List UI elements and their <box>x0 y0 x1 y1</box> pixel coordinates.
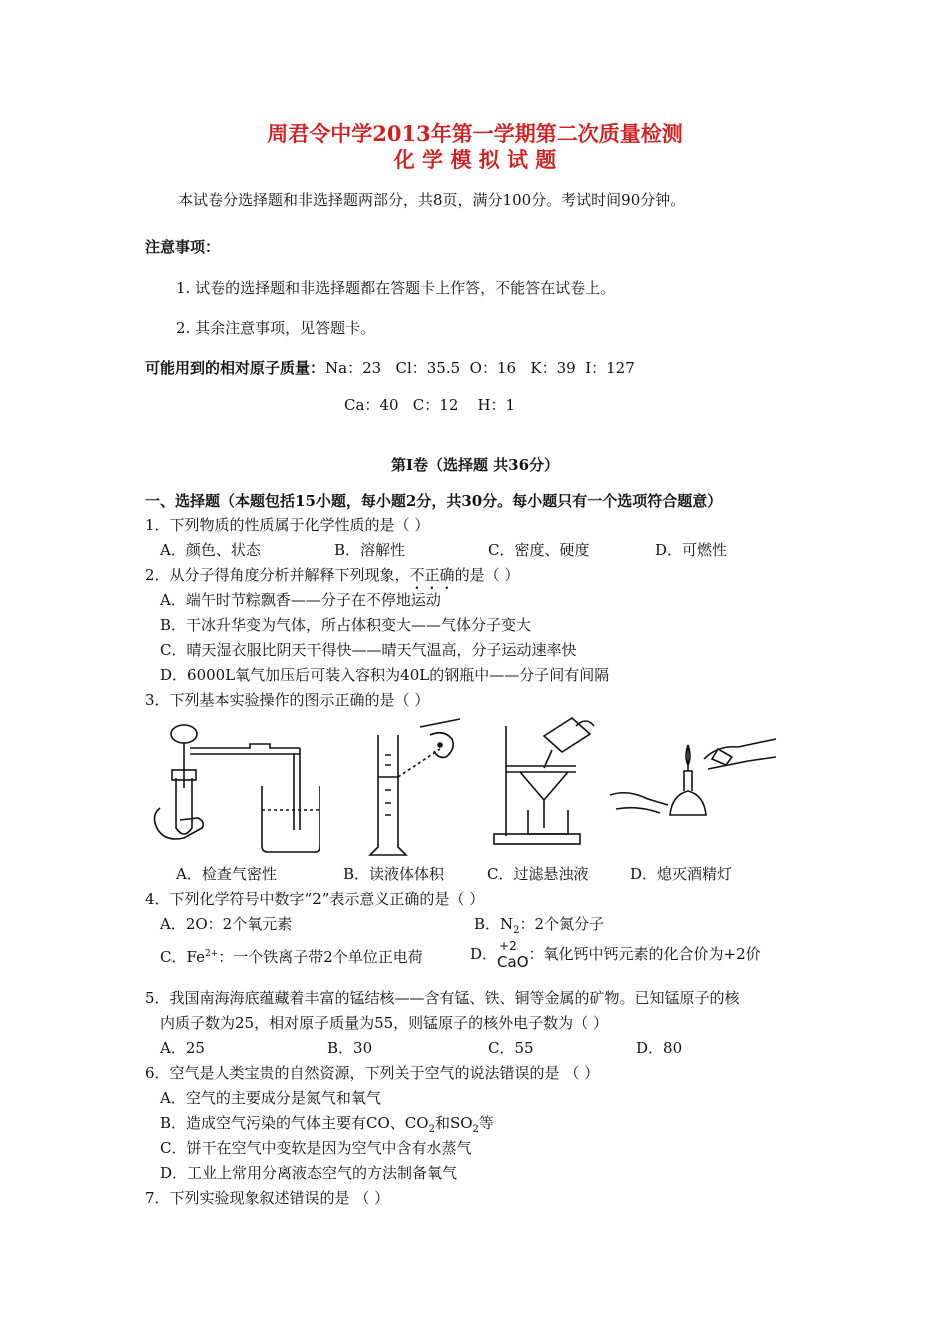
atomic-mass-line <box>145 358 635 378</box>
q2-option-d: D．6000L氧气加压后可装入容积为40L的钢瓶中——分子间有间隔 <box>160 666 610 684</box>
q4-option-c <box>160 944 423 967</box>
q6b-mid: 和SO <box>434 1114 473 1132</box>
part-heading: 一、选择题（本题包括15小题，每小题2分，共30分。每小题只有一个选项符合题意） <box>145 492 723 510</box>
q2-stem-emphasis: 不正确 <box>409 566 455 584</box>
q2-stem-tail: 的是（ ） <box>454 566 520 584</box>
q2-option-a: A．端午时节粽飘香——分子在不停地运动 <box>160 591 441 609</box>
q3-option-a: A．检查气密性 <box>176 865 277 883</box>
q1-option-b: B．溶解性 <box>334 541 406 559</box>
question-3-stem: 3．下列基本实验操作的图示正确的是（ ） <box>145 691 430 709</box>
q6b-text: B．造成空气污染的气体主要有CO、CO <box>160 1114 429 1132</box>
atomic-mass-values: Na：23 Cl：35.5 O：16 K：39 I：127 <box>325 359 635 377</box>
q5-option-b: B．30 <box>327 1039 373 1057</box>
q4d-label: D． <box>470 945 498 963</box>
q1-option-a: A．颜色、状态 <box>160 541 261 559</box>
question-5-stem-cont: 内质子数为25，相对原子质量为55，则锰原子的核外电子数为（ ） <box>160 1014 608 1032</box>
q4d-symbol: CaO <box>497 953 529 971</box>
q4-option-b <box>474 914 604 941</box>
question-4-stem: 4．下列化学符号中数字“2”表示意义正确的是（ ） <box>145 890 485 908</box>
question-6-stem: 6．空气是人类宝贵的自然资源，下列关于空气的说法错误的是 （ ） <box>145 1064 600 1082</box>
q3-option-b: B．读液体体积 <box>343 865 445 883</box>
figure-filtration <box>486 716 596 861</box>
q5-option-a: A．25 <box>160 1039 205 1057</box>
intro-text: 本试卷分选择题和非选择题两部分，共8页，满分100分。考试时间90分钟。 <box>178 191 686 209</box>
q6b-tail: 等 <box>478 1114 494 1132</box>
figure-read-volume <box>360 715 470 860</box>
question-1-stem: 1．下列物质的性质属于化学性质的是（ ） <box>145 516 430 534</box>
q6-option-b <box>160 1113 494 1140</box>
section-heading: 第Ⅰ卷（选择题 共36分） <box>390 456 560 474</box>
notes-heading: 注意事项： <box>145 238 221 256</box>
exam-subtitle: 化 学 模 拟 试 题 <box>393 147 557 172</box>
q4-option-d <box>470 939 761 971</box>
note-item: 2. 其余注意事项，见答题卡。 <box>176 319 376 337</box>
q1-option-c: C．密度、硬度 <box>488 541 590 559</box>
q4d-valence: +2 <box>499 939 517 953</box>
q6-option-a: A．空气的主要成分是氮气和氧气 <box>160 1089 381 1107</box>
note-item: 1. 试卷的选择题和非选择题都在答题卡上作答，不能答在试卷上。 <box>176 279 616 297</box>
question-5-stem: 5．我国南海海底蕴藏着丰富的锰结核——含有锰、铁、铜等金属的矿物。已知锰原子的核 <box>145 989 740 1007</box>
q4d-tail: ：氧化钙中钙元素的化合价为+2价 <box>528 945 761 963</box>
q6b-sub1: 2 <box>428 1124 435 1135</box>
question-7-stem: 7．下列实验现象叙述错误的是 （ ） <box>145 1189 390 1207</box>
q6-option-c: C．饼干在空气中变软是因为空气中含有水蒸气 <box>160 1139 472 1157</box>
q3-option-d: D．熄灭酒精灯 <box>630 865 733 883</box>
q3-option-c: C．过滤悬浊液 <box>487 865 589 883</box>
q4b-sub: 2 <box>513 925 520 936</box>
question-2-stem <box>145 565 519 593</box>
q4c-tail: ：一个铁离子带2个单位正电荷 <box>218 948 423 966</box>
q4b-tail: ：2个氮分子 <box>519 915 605 933</box>
figure-check-airtightness <box>150 718 320 858</box>
atomic-mass-values-2: Ca：40 C：12 H：1 <box>344 396 516 414</box>
q6b-sub2: 2 <box>472 1124 479 1135</box>
q2-stem-text: 2．从分子得角度分析并解释下列现象， <box>145 566 410 584</box>
q2-option-c: C．晴天湿衣服比阴天干得快——晴天气温高，分子运动速率快 <box>160 641 577 659</box>
figure-alcohol-lamp <box>608 735 778 845</box>
q5-option-d: D．80 <box>636 1039 683 1057</box>
exam-title: 周君令中学2013年第一学期第二次质量检测 <box>267 121 683 146</box>
q1-option-d: D．可燃性 <box>655 541 728 559</box>
q4c-sup: 2+ <box>204 949 219 959</box>
q4-option-a: A．2O：2个氧元素 <box>160 915 293 933</box>
q2-option-b: B．干冰升华变为气体，所占体积变大——气体分子变大 <box>160 616 532 634</box>
q6-option-d: D．工业上常用分离液态空气的方法制备氧气 <box>160 1164 458 1182</box>
atomic-mass-label: 可能用到的相对原子质量： <box>145 359 326 377</box>
q4c-text: C．Fe <box>160 948 205 966</box>
q4b-text: B．N <box>474 915 514 933</box>
q5-option-c: C．55 <box>488 1039 534 1057</box>
q4d-formula <box>497 939 529 971</box>
